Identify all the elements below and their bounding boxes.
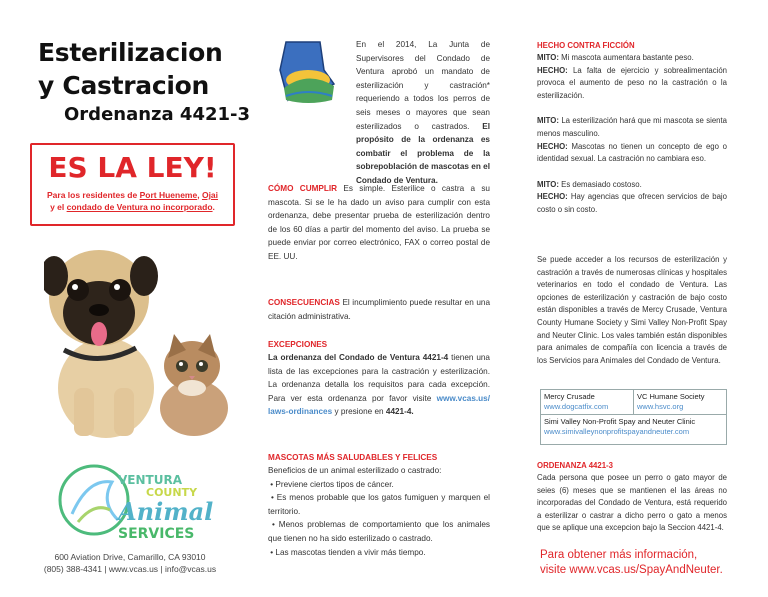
consequences-section: CONSECUENCIAS El incumplimiento puede resultar en una citación administrativa.	[268, 298, 490, 321]
left-panel	[0, 0, 256, 597]
right-panel	[537, 0, 727, 597]
link-port-hueneme[interactable]: Port Hueneme	[139, 190, 198, 200]
list-item: • Previene ciertos tipos de cáncer.	[268, 479, 394, 489]
simi-valley-link[interactable]: www.simivalleynonprofitspayandneuter.com	[544, 427, 690, 436]
list-item: • Menos problemas de comportamiento que los animales que tienen no ha sido esterilizado o castrado.	[268, 520, 491, 543]
dogcatfix-link[interactable]: www.dogcatfix.com	[544, 402, 609, 411]
logo-text-ventura: VENTURA	[118, 473, 182, 487]
pug-and-kitten-photo	[44, 238, 234, 438]
table-row: Mercy Crusade www.dogcatfix.com VC Humane Society www.hsvc.org	[541, 390, 726, 415]
law-subtitle: Para los residentes de Port Hueneme, Ojai y el condado de Ventura no incorporado.	[46, 190, 219, 212]
comply-section: CÓMO CUMPLIR Es simple. Esterilice o castra a su mascota. Si se le ha dado un aviso para cumplir con esta ordenanza, debe presentar prueba de esterilización dentro de los 60 días a partir del momento del aviso. La prueba se puede enviar por correo electrónico, FAX o correo postal de EE. UU.	[268, 184, 490, 261]
list-item: • Es menos probable que los gatos fumiguen y marquen el territorio.	[268, 493, 490, 516]
link-ventura-unincorporated[interactable]: condado de Ventura no incorporado	[66, 202, 213, 212]
list-item: • Las mascotas tienden a vivir más tiempo.	[268, 547, 426, 557]
contact-info	[20, 551, 240, 575]
benefits-section: MASCOTAS MÁS SALUDABLES Y FELICES Beneficios de un animal esterilizado o castrado: • Previene ciertos tipos de cáncer. • Es menos probable que los gatos fumiguen y marquen el territorio. • Menos problemas de comportamiento que los animales que tienen no ha sido esterilizado o castrado. • Las mascotas tienden a vivir más tiempo.	[268, 451, 490, 559]
hsvc-link[interactable]: www.hsvc.org	[637, 402, 684, 411]
middle-panel	[268, 0, 490, 597]
contact-line: (805) 388-4341 | www.vcas.us | info@vcas.us	[43, 564, 217, 574]
page-title	[38, 36, 222, 102]
logo-text-services: SERVICES	[118, 526, 195, 542]
laws-ordinances-link[interactable]: www.vcas.us/ laws-ordinances	[268, 393, 490, 417]
law-box	[30, 143, 235, 226]
spay-neuter-link[interactable]: visite www.vcas.us/SpayAndNeuter.	[540, 564, 723, 576]
ordinance-section: ORDENANZA 4421-3 Cada persona que posee un perro o gato mayor de seies (6) meses que se mantienen el las áreas no incorporadas del Condado de Ventura, está requerido a esterilizar o castrar a dicho perro o gato a menos que se aplique una excepcion bajo la Seccion 4421-4.	[537, 461, 727, 533]
ordinance-title: Ordenanza 4421-3	[64, 104, 251, 125]
more-info: Para obtener más información, visite www.vcas.us/SpayAndNeuter.	[540, 548, 740, 578]
table-row: Simi Valley Non-Profit Spay and Neuter Clinic www.simivalleynonprofitspayandneuter.com	[541, 415, 726, 439]
logo-text-animal: Animal	[118, 497, 214, 526]
link-ojai[interactable]: Ojai	[201, 190, 219, 200]
title-line-1: Esterilizacion	[38, 38, 223, 67]
law-title: ES LA LEY!	[48, 151, 217, 184]
exceptions-section: EXCEPCIONES La ordenanza del Condado de Ventura 4421-4 tienen una lista de las excepciones para la castración y esterilización. La ordenanza detalla los requisitos para cada excepción. Para ver esta ordenanza por favor visite www.vcas.us/ laws-ordinances y presione en 4421-4.	[268, 340, 490, 417]
address: 600 Aviation Drive, Camarillo, CA 93010	[54, 552, 206, 562]
intro-section: En el 2014, La Junta de Supervisores del Condado de Ventura aprobó un mandato de esterilización y castración* requeriendo a todos los perros de seis meses o mayores que sean esterilizados o castrados. El propósito de la ordenanza es combatir el problema de la sobrepoblación de mascotas en el Condado de Ventura.	[356, 40, 490, 185]
resource-table	[540, 389, 727, 445]
logo-text-county: COUNTY	[146, 486, 198, 499]
title-line-2: y Castracion	[38, 71, 210, 100]
vcas-logo	[58, 462, 218, 542]
myth-fact-section: HECHO CONTRA FICCIÓN MITO: Mi mascota aumentara bastante peso. HECHO: La falta de ejercicio y sobrealimentación provoca el aumento de peso no la castración o la esterilización. MITO: La esterilización hará que mi mascota se sienta menos masculino. HECHO: Mascotas no tienen un concepto de ego o identidad sexual. La castración no cambiara eso. MITO: Es demasiado costoso. HECHO: Hay agencias que ofrecen servicios de bajo costo o sin costo.	[537, 41, 727, 214]
resources-section: Se puede acceder a los recursos de esterilización y castración a través de numerosas clínicas y hospitales veterinarios en todo el condado de Ventura. Las opciones de esterilización y castración de bajo costo están disponibles a través de Mercy Crusade, Ventura County Humane Society y Simi Valley Non-Profit Spay and Neuter Clinic. Los vales también están disponibles para animales de compañía con licencia a través de los Servicios para Animales del Condado de Ventura.	[537, 255, 727, 365]
